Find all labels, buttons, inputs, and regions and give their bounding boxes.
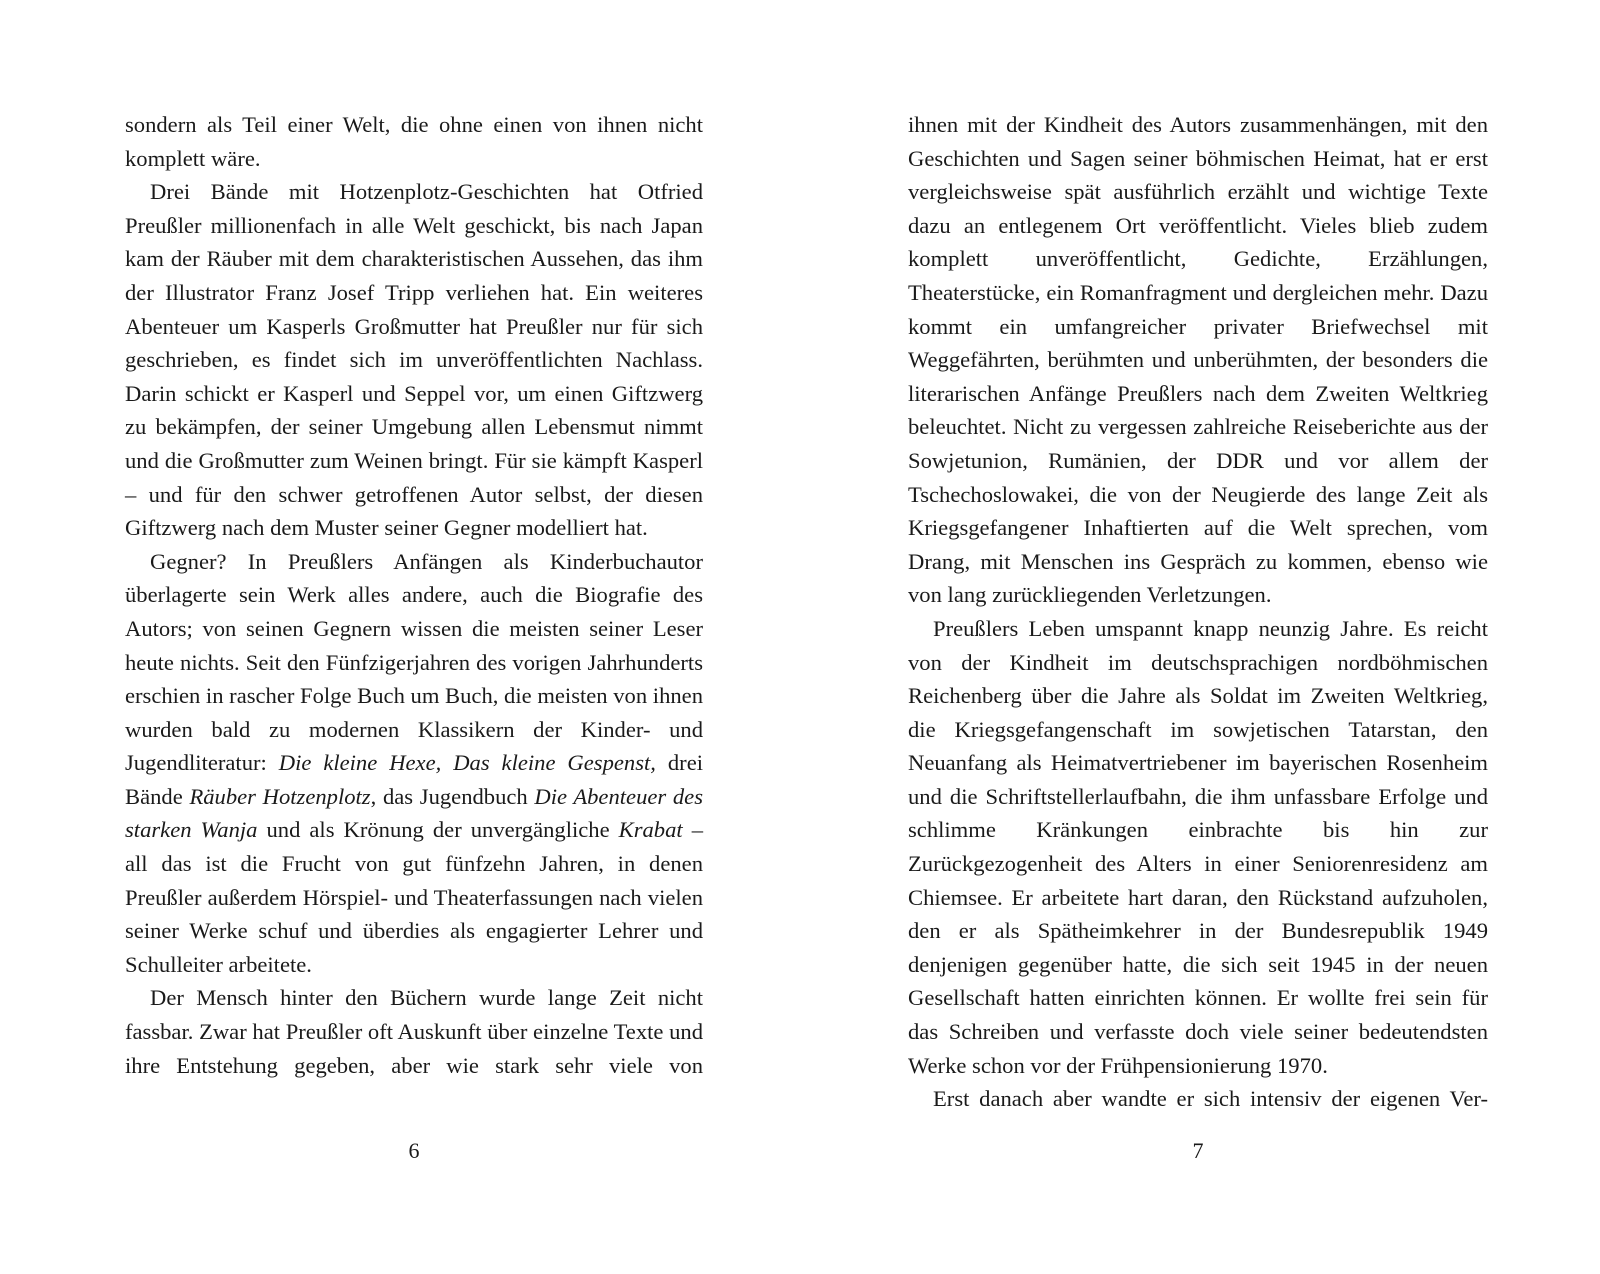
paragraph: sondern als Teil einer Welt, die ohne einen von ihnen nicht komplett wäre.: [125, 112, 703, 171]
paragraph: Drei Bände mit Hotzenplotz-Geschichten hat Otfried Preußler millionenfach in alle Welt geschickt, bis nach Japan kam der Räuber mit dem charakteristischen Aussehen, das ihm der Illustrator Franz Josef Tripp verliehen hat. Ein weiteres Abenteuer um Kasperls Großmutter hat Preußler nur für sich geschrieben, es findet sich im unveröffentlichten Nachlass. Darin schickt er Kasperl und Seppel vor, um einen Giftzwerg zu bekämpfen, der seiner Umgebung allen Lebensmut nimmt und die Großmutter zum Weinen bringt. Für sie kämpft Kasperl – und für den schwer getroffenen Autor selbst, der diesen Giftzwerg nach dem Muster seiner Gegner modelliert hat.: [125, 179, 703, 541]
paragraph: [125, 545, 703, 982]
paragraph-text: – all das ist die Frucht von gut fünfzehn Jahren, in denen Preußler außerdem Hörspiel- und Theaterfassungen nach vielen seiner Werke schuf und überdies als engagierter Lehrer und Schulleiter arbeitete.: [125, 817, 703, 977]
book-title: Die Abenteuer des starken Wanja: [125, 783, 704, 843]
paragraph-text: und als Krönung der unvergängliche: [257, 817, 619, 843]
paragraph-text: drei Bände: [125, 750, 703, 809]
paragraph-text: , das Jugendbuch: [370, 783, 535, 809]
paragraph: ihnen mit der Kindheit des Autors zusammenhängen, mit den Geschichten und Sagen seiner böhmischen Heimat, hat er erst vergleichsweise spät ausführlich erzählt und wichtige Texte dazu an entlegenem Ort veröffentlicht. Vieles blieb zudem komplett unveröffentlicht, Gedichte, Erzählungen, Theaterstücke, ein Romanfragment und dergleichen mehr. Dazu kommt ein umfangreicher privater Briefwechsel mit Weggefährten, berühmten und unberühmten, der besonders die literarischen Anfänge Preußlers nach dem Zweiten Weltkrieg beleuchtet. Nicht zu vergessen zahlreiche Reiseberichte aus der Sowjetunion, Rumänien, der DDR und vor allem der Tschechoslowakei, die von der Neugierde des lange Zeit als Kriegsgefangener Inhaftierten auf die Welt sprechen, vom Drang, mit Menschen ins Gespräch zu kommen, ebenso wie von lang zurückliegenden Verletzungen.: [908, 112, 1488, 608]
right-page-text: [908, 108, 1488, 1116]
paragraph-text: Gegner? In Preußlers Anfängen als Kinderbuchautor überlagerte sein Werk alles andere, auch die Biografie des Autors; von seinen Gegnern wissen die meisten seiner Leser heute nichts. Seit den Fünfzigerjahren des vorigen Jahrhunderts erschien in rascher Folge Buch um Buch, die meisten von ihnen wurden bald zu modernen Klassikern der Kinder- und Jugendliteratur:: [125, 548, 703, 776]
paragraph: Erst danach aber wandte er sich intensiv der eigenen Ver-: [933, 1086, 1488, 1112]
book-title: Die kleine Hexe, Das kleine Gespenst,: [278, 750, 656, 776]
paragraph: Der Mensch hinter den Büchern wurde lange Zeit nicht fassbar. Zwar hat Preußler oft Auskunft über einzelne Texte und ihre Entstehung gegeben, aber wie stark sehr viele von: [125, 985, 703, 1078]
paragraph: Preußlers Leben umspannt knapp neunzig Jahre. Es reicht von der Kindheit im deutschsprachigen nordböhmischen Reichenberg über die Jahre als Soldat im Zweiten Weltkrieg, die Kriegsgefangenschaft im sowjetischen Tatarstan, den Neuanfang als Heimatvertriebener im bayerischen Rosenheim und die Schriftstellerlaufbahn, die ihm unfassbare Erfolge und schlimme Kränkungen einbrachte bis hin zur Zurückgezogenheit des Alters in einer Seniorenresidenz am Chiemsee. Er arbeitete hart daran, den Rückstand aufzuholen, den er als Spätheimkehrer in der Bundesrepublik 1949 denjenigen gegenüber hatte, die sich seit 1945 in der neuen Gesellschaft hatten einrichten können. Er wollte frei sein für das Schreiben und verfasste doch viele seiner bedeutendsten Werke schon vor der Frühpensionierung 1970.: [908, 615, 1488, 1078]
book-title: Krabat: [618, 817, 683, 843]
page-number: 7: [1192, 1138, 1204, 1163]
left-page-text: [125, 108, 703, 1082]
page-number: 6: [408, 1138, 420, 1163]
right-page: [800, 0, 1600, 1274]
book-title: Räuber Hotzenplotz: [189, 783, 371, 809]
